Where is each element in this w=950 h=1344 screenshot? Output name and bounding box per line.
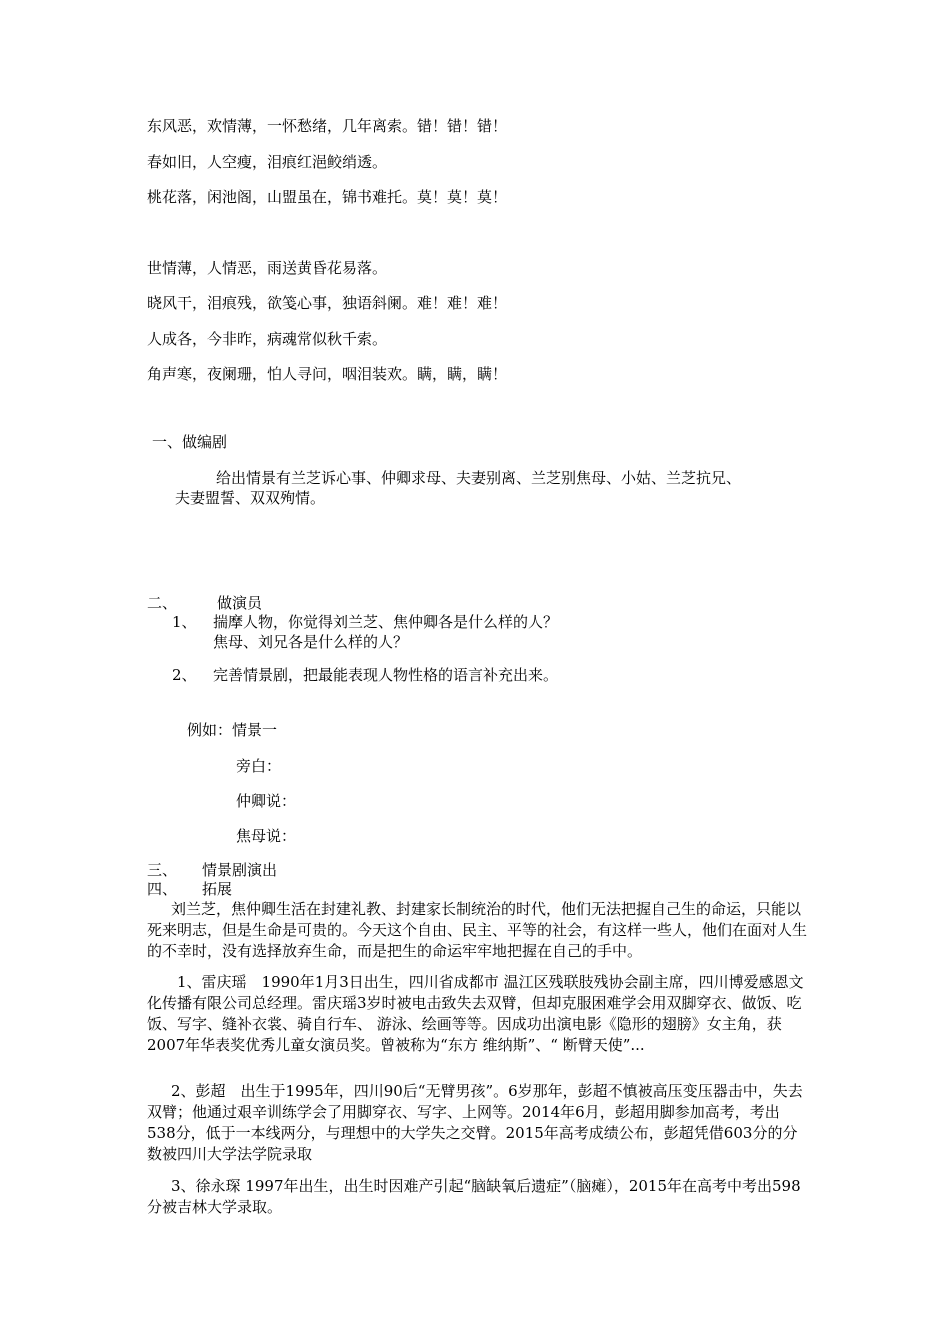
section-heading: 拓展 xyxy=(202,880,233,898)
intro-paragraph: 刘兰芝，焦仲卿生活在封建礼教、封建家长制统治的时代，他们无法把握自己生的命运，只能以死来明志，但是生命是可贵的。今天这个自由、民主、平等的社会，有这样一些人，他们在面对人生的不幸时，没有选择放弃生命，而是把生的命运牢牢地把握在自己的手中。 xyxy=(147,900,808,960)
story-paragraph: 2、彭超 出生于1995年，四川90后“无臂男孩”。6岁那年，彭超不慎被高压变压器击中，失去双臂；他通过艰辛训练学会了用脚穿衣、写字、上网等。2014年6月，彭超用脚参加高考，考出538分，低于一本线两分，与理想中的大学失之交臂。2015年高考成绩公布，彭超凭借603分的分数被四川大学法学院录取 xyxy=(147,1082,803,1163)
list-item-text: 焦母、刘兄各是什么样的人？ xyxy=(213,633,409,651)
poem-line: 角声寒，夜阑珊，怕人寻问，咽泪装欢。瞒，瞒，瞒！ xyxy=(147,365,508,383)
example-line: 仲卿说： xyxy=(236,792,297,810)
section-heading: 情景剧演出 xyxy=(202,861,278,879)
list-item-text: 完善情景剧，把最能表现人物性格的语言补充出来。 xyxy=(213,666,559,684)
example-label: 例如：情景一 xyxy=(187,721,278,739)
poem-line: 晓风干，泪痕残，欲笺心事，独语斜阑。难！难！难！ xyxy=(147,294,508,312)
section-body-line: 夫妻盟誓、双双殉情。 xyxy=(175,489,326,507)
section-heading: 做演员 xyxy=(217,594,263,612)
story-paragraph: 3、徐永琛 1997年出生，出生时因难产引起“脑缺氧后遗症”（脑瘫），2015年在高考中考出598分被吉林大学录取。 xyxy=(147,1177,801,1216)
list-item-number: 1、 xyxy=(172,613,197,631)
poem-line: 人成各，今非昨，病魂常似秋千索。 xyxy=(147,330,388,348)
section-number: 四、 xyxy=(147,880,178,898)
list-item-number: 2、 xyxy=(172,666,197,684)
section-number: 三、 xyxy=(147,861,178,879)
section-body-line: 给出情景有兰芝诉心事、仲卿求母、夫妻别离、兰芝别焦母、小姑、兰芝抗兄、 xyxy=(216,469,742,487)
section-number: 二、 xyxy=(147,594,178,612)
story-paragraph: 1、雷庆瑶 1990年1月3日出生，四川省成都市 温江区残联肢残协会副主席，四川博爱感恩文化传播有限公司总经理。雷庆瑶3岁时被电击致失去双臂，但却克服困难学会用双脚穿衣、做饭、吃饭、写字、缝补衣裳、骑自行车、 游泳、绘画等等。因成功出演电影《隐形的翅膀》女主角，获2007年华表奖优秀儿童女演员奖。曾被称为“东方 维纳斯”、“ 断臂天使”... xyxy=(147,973,804,1054)
list-item-text: 揣摩人物，你觉得刘兰芝、焦仲卿各是什么样的人？ xyxy=(213,613,559,631)
poem-line: 春如旧，人空瘦，泪痕红浥鲛绡透。 xyxy=(147,153,388,171)
section-heading: 一、做编剧 xyxy=(152,433,228,451)
poem-line: 桃花落，闲池阁，山盟虽在，锦书难托。莫！莫！莫！ xyxy=(147,188,508,206)
example-line: 旁白： xyxy=(236,757,282,775)
example-line: 焦母说： xyxy=(236,827,297,845)
poem-line: 东风恶，欢情薄，一怀愁绪，几年离索。错！错！错！ xyxy=(147,117,508,135)
poem-line: 世情薄，人情恶，雨送黄昏花易落。 xyxy=(147,259,388,277)
